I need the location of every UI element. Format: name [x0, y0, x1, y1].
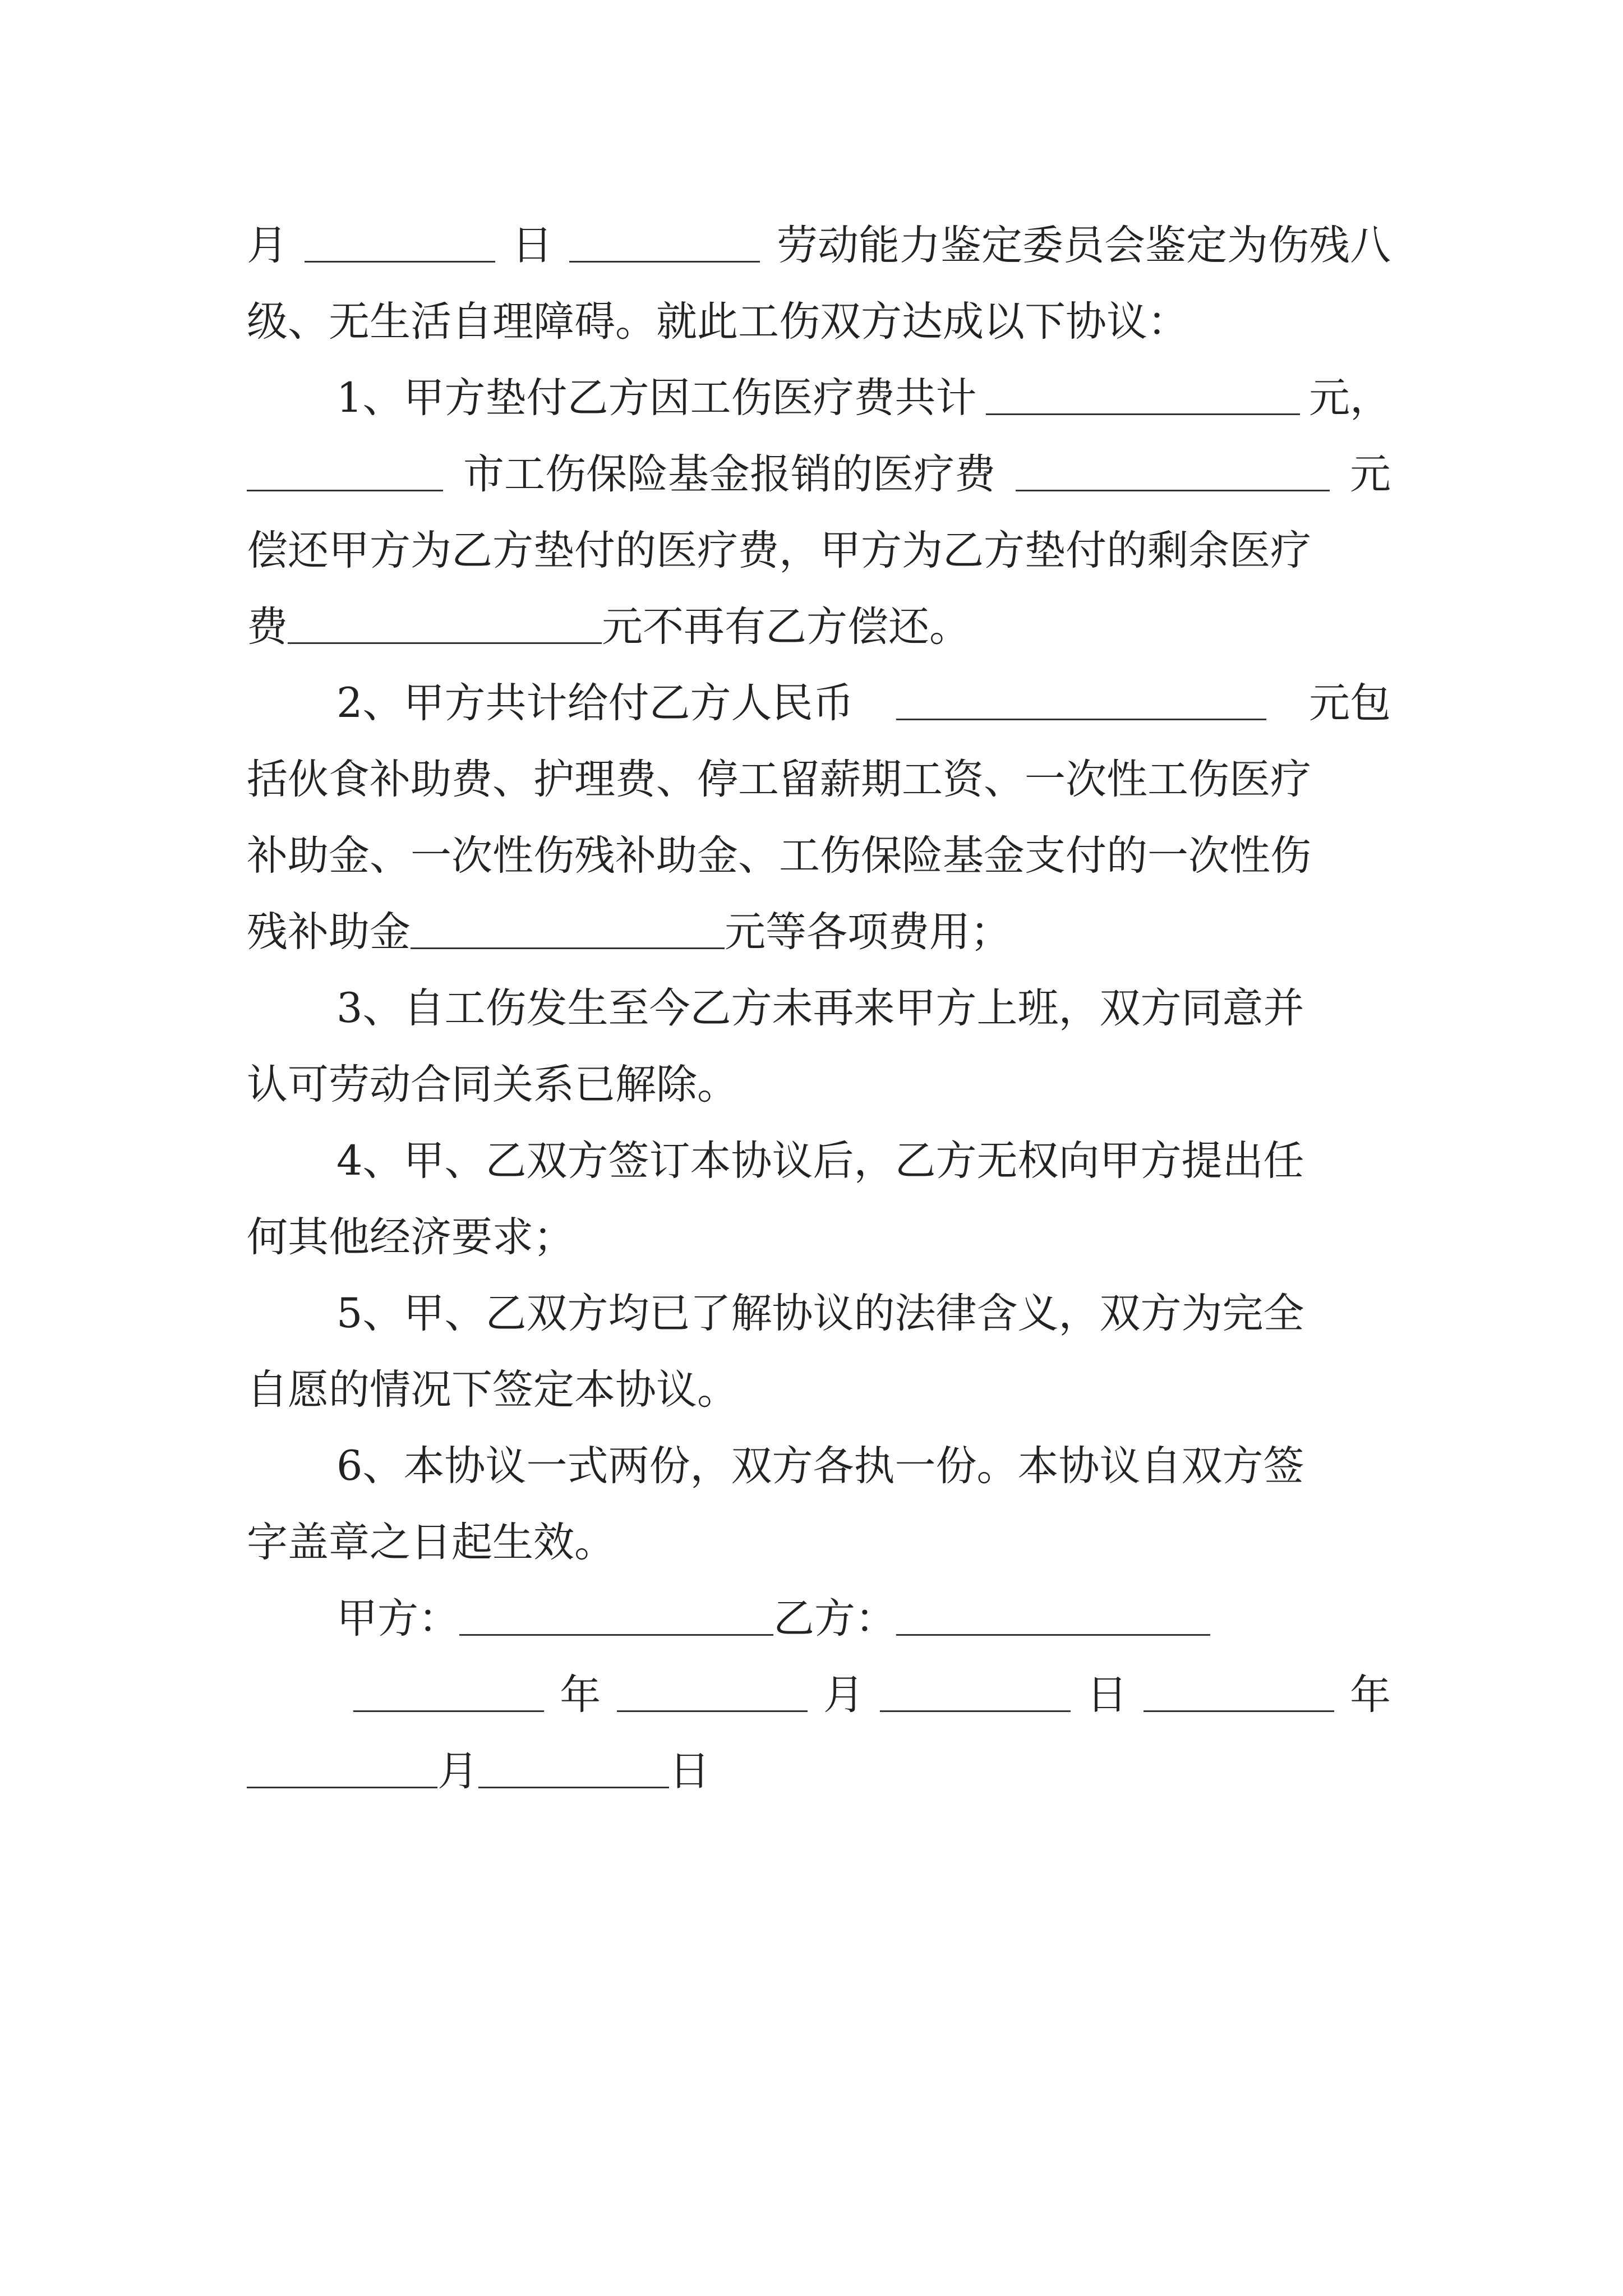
yuan-include-label: 元包	[1308, 679, 1391, 727]
item-1-text: 1、甲方垫付乙方因工伤医疗费共计	[336, 374, 977, 422]
item-2-line-3	[247, 818, 1391, 894]
item-3-text-b: 认可劳动合同关系已解除。	[247, 1061, 738, 1108]
item-1-text-d: 费	[247, 603, 288, 651]
item-3-text: 3、自工伤发生至今乙方未再来甲方上班，双方同意并	[336, 984, 1304, 1032]
day-label: 日	[511, 222, 553, 269]
party-b-label: 乙方：	[773, 1595, 896, 1642]
item-4-line-2	[247, 1199, 1391, 1276]
item-2-text-e: 元等各项费用；	[725, 908, 1011, 956]
item-1-line-2	[247, 436, 1391, 513]
yuan-label: 元	[1350, 450, 1391, 498]
city-blank	[247, 450, 443, 491]
item-2-text-d: 残补助金	[247, 908, 411, 956]
item-6-line-1	[247, 1428, 1391, 1504]
item-1-text-e: 元不再有乙方偿还。	[602, 603, 970, 651]
text-line-1	[247, 208, 1391, 284]
rmb-total-blank	[896, 679, 1266, 720]
month-blank-b	[247, 1747, 437, 1788]
item-1-line-3	[247, 513, 1391, 589]
month-label: 月	[247, 222, 288, 269]
item-2-line-1	[247, 665, 1391, 742]
item-2-line-4	[247, 894, 1391, 970]
item-2-text: 2、甲方共计给付乙方人民币	[336, 679, 854, 727]
year-blank-b	[1144, 1671, 1334, 1712]
item-5-text: 5、甲、乙双方均已了解协议的法律含义，双方为完全	[336, 1290, 1304, 1337]
day-blank	[569, 222, 760, 263]
yuan-label: 元，	[1308, 374, 1391, 422]
item-3-line-2	[247, 1047, 1391, 1123]
item-2-text-c: 补助金、一次性伤残补助金、工伤保险基金支付的一次性伤	[247, 832, 1311, 880]
party-a-signature-blank	[459, 1595, 773, 1636]
medical-fee-blank	[986, 374, 1300, 415]
appraisal-text-cont: 级、无生活自理障碍。就此工伤双方达成以下协议：	[247, 298, 1188, 346]
item-1-line-1	[247, 360, 1391, 436]
item-6-line-2	[247, 1504, 1391, 1581]
party-a-label: 甲方：	[336, 1595, 459, 1642]
month-blank	[305, 222, 495, 263]
signature-line	[247, 1581, 1391, 1657]
agreement-document	[247, 208, 1391, 1810]
item-6-text: 6、本协议一式两份，双方各执一份。本协议自双方签	[336, 1442, 1304, 1490]
day-blank-a	[880, 1671, 1071, 1712]
year-label-b: 年	[1349, 1671, 1391, 1719]
disability-subsidy-blank	[411, 908, 725, 949]
day-blank-b	[478, 1747, 669, 1788]
party-b-signature-blank	[896, 1595, 1210, 1636]
item-5-line-2	[247, 1352, 1391, 1428]
item-6-text-b: 字盖章之日起生效。	[247, 1519, 615, 1566]
year-label-a: 年	[560, 1671, 601, 1719]
item-3-line-1	[247, 970, 1391, 1047]
item-4-line-1	[247, 1123, 1391, 1199]
item-4-text: 4、甲、乙双方签订本协议后，乙方无权向甲方提出任	[336, 1137, 1304, 1185]
day-label-b: 日	[669, 1747, 710, 1795]
item-4-text-b: 何其他经济要求；	[247, 1213, 574, 1261]
item-5-text-b: 自愿的情况下签定本协议。	[247, 1366, 738, 1414]
appraisal-text: 劳动能力鉴定委员会鉴定为伤残八	[777, 222, 1391, 269]
item-5-line-1	[247, 1276, 1391, 1352]
item-1-line-4	[247, 589, 1391, 665]
remaining-fee-blank	[288, 603, 602, 644]
month-blank-a	[617, 1671, 808, 1712]
date-line-1	[247, 1657, 1391, 1733]
reimbursed-fee-blank	[1016, 450, 1330, 491]
day-label-a: 日	[1086, 1671, 1128, 1719]
item-2-line-2	[247, 742, 1391, 818]
item-2-text-b: 括伙食补助费、护理费、停工留薪期工资、一次性工伤医疗	[247, 756, 1311, 803]
item-1-text-c: 偿还甲方为乙方垫付的医疗费，甲方为乙方垫付的剩余医疗	[247, 527, 1311, 574]
month-label-a: 月	[823, 1671, 864, 1719]
item-1-text-b: 市工伤保险基金报销的医疗费	[463, 450, 995, 498]
date-line-2	[247, 1733, 1391, 1810]
text-line-2	[247, 284, 1391, 360]
month-label-b: 月	[437, 1747, 478, 1795]
year-blank-a	[353, 1671, 544, 1712]
